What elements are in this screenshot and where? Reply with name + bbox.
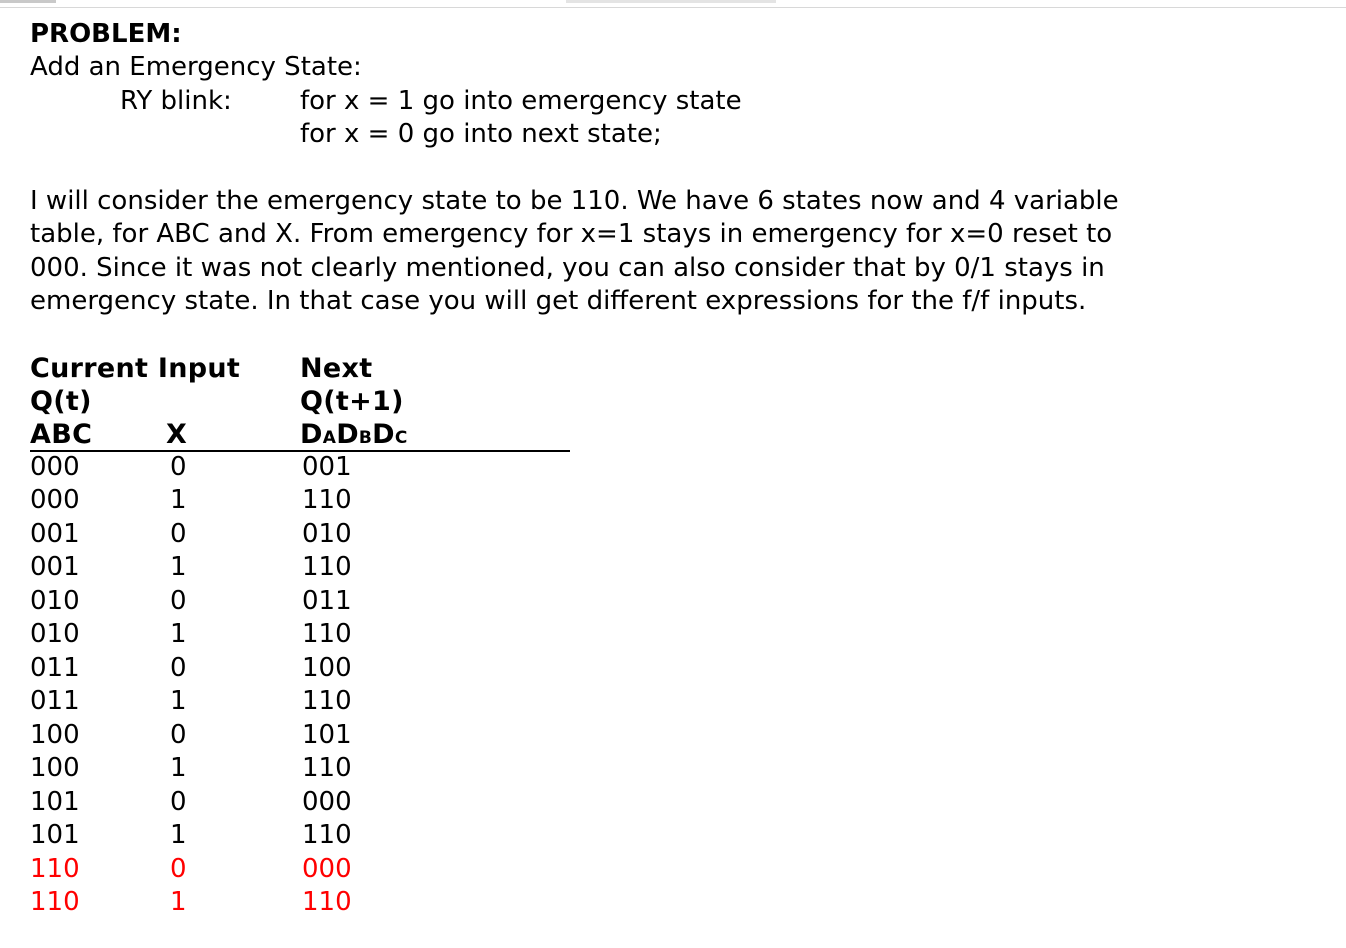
- d-letter: D: [300, 418, 323, 450]
- cell-next: 110: [302, 485, 352, 515]
- cell-x: 0: [170, 518, 187, 549]
- rule-x1: for x = 1 go into emergency state: [300, 85, 742, 116]
- table-row: [30, 752, 570, 786]
- d-letter: D: [336, 418, 359, 450]
- table-header-row: [30, 418, 570, 451]
- cell-abc: 110: [30, 853, 80, 884]
- cell-next: 101: [302, 719, 352, 750]
- cell-abc: 100: [30, 753, 80, 783]
- cell-abc: 011: [30, 686, 80, 716]
- cell-next: 100: [302, 652, 352, 683]
- cell-next: 110: [302, 753, 352, 783]
- cell-abc: 010: [30, 619, 80, 649]
- cell-abc: 000: [30, 485, 80, 515]
- cell-x: 0: [170, 585, 187, 616]
- cell-next: 011: [302, 585, 352, 616]
- cell-next: 000: [302, 853, 352, 884]
- problem-intro: Add an Emergency State:: [30, 52, 362, 82]
- header-abc: ABC: [30, 418, 93, 450]
- table-row: [30, 819, 570, 853]
- header-current-input: Current Input: [30, 352, 241, 384]
- table-row: [30, 853, 570, 887]
- table-row: [30, 585, 570, 619]
- table-row: [30, 451, 570, 485]
- cell-x: 0: [170, 451, 187, 482]
- table-row: [30, 886, 570, 920]
- paragraph-line: emergency state. In that case you will get different expressions for the f/f inputs.: [30, 286, 1087, 316]
- paragraph-line: table, for ABC and X. From emergency for x=1 stays in emergency for x=0 reset to: [30, 219, 1113, 249]
- window-top-bar: [0, 0, 1346, 8]
- table-row: [30, 786, 570, 820]
- table-row: [30, 551, 570, 585]
- cell-x: 0: [170, 853, 187, 884]
- cell-x: 1: [170, 820, 187, 850]
- header-x: X: [166, 418, 188, 450]
- cell-abc: 011: [30, 652, 80, 683]
- d-subscript: A: [322, 427, 337, 448]
- tab-indicator: [566, 0, 776, 3]
- table-row: [30, 719, 570, 753]
- cell-next: 110: [302, 887, 352, 917]
- cell-abc: 001: [30, 518, 80, 549]
- paragraph-line: I will consider the emergency state to be 110. We have 6 states now and 4 variable: [30, 185, 1119, 216]
- cell-x: 0: [170, 786, 187, 817]
- cell-abc: 010: [30, 585, 80, 616]
- table-row: [30, 518, 570, 552]
- cell-x: 1: [170, 619, 187, 649]
- cell-next: 001: [302, 451, 352, 482]
- cell-abc: 101: [30, 820, 80, 850]
- cell-x: 1: [170, 686, 187, 716]
- cell-next: 110: [302, 820, 352, 850]
- rule-x0: for x = 0 go into next state;: [300, 119, 662, 149]
- table-row: [30, 685, 570, 719]
- table-header-row: [30, 352, 570, 385]
- cell-next: 110: [302, 619, 352, 649]
- header-next: Next: [300, 352, 373, 384]
- paragraph-line: 000. Since it was not clearly mentioned, you can also consider that by 0/1 stays in: [30, 252, 1105, 283]
- blink-label: RY blink:: [120, 85, 232, 116]
- d-subscript: B: [358, 427, 373, 448]
- table-row: [30, 484, 570, 518]
- cell-abc: 001: [30, 552, 80, 582]
- cell-abc: 100: [30, 719, 80, 750]
- table-row: [30, 652, 570, 686]
- table-row: [30, 618, 570, 652]
- cell-x: 1: [170, 753, 187, 783]
- state-table: [30, 352, 570, 920]
- problem-heading: PROBLEM:: [30, 19, 182, 49]
- cell-x: 0: [170, 719, 187, 750]
- cell-x: 1: [170, 887, 187, 917]
- d-subscript: C: [394, 427, 408, 448]
- header-qt: Q(t): [30, 385, 92, 417]
- d-letter: D: [372, 418, 395, 450]
- header-qt1: Q(t+1): [300, 385, 404, 417]
- cell-abc: 101: [30, 786, 80, 817]
- cell-x: 0: [170, 652, 187, 683]
- tab-indicator: [0, 0, 56, 3]
- cell-next: 000: [302, 786, 352, 817]
- document-body: [30, 18, 1119, 920]
- explanation-paragraph: [30, 185, 1119, 319]
- cell-x: 1: [170, 485, 187, 515]
- cell-next: 110: [302, 552, 352, 582]
- cell-next: 010: [302, 518, 352, 549]
- cell-abc: 000: [30, 451, 80, 482]
- table-header-row: [30, 385, 570, 418]
- cell-abc: 110: [30, 887, 80, 917]
- cell-next: 110: [302, 686, 352, 716]
- blink-rule-row: [30, 118, 1119, 152]
- blink-rule-row: [30, 85, 1119, 119]
- cell-x: 1: [170, 552, 187, 582]
- table-body: [30, 451, 570, 920]
